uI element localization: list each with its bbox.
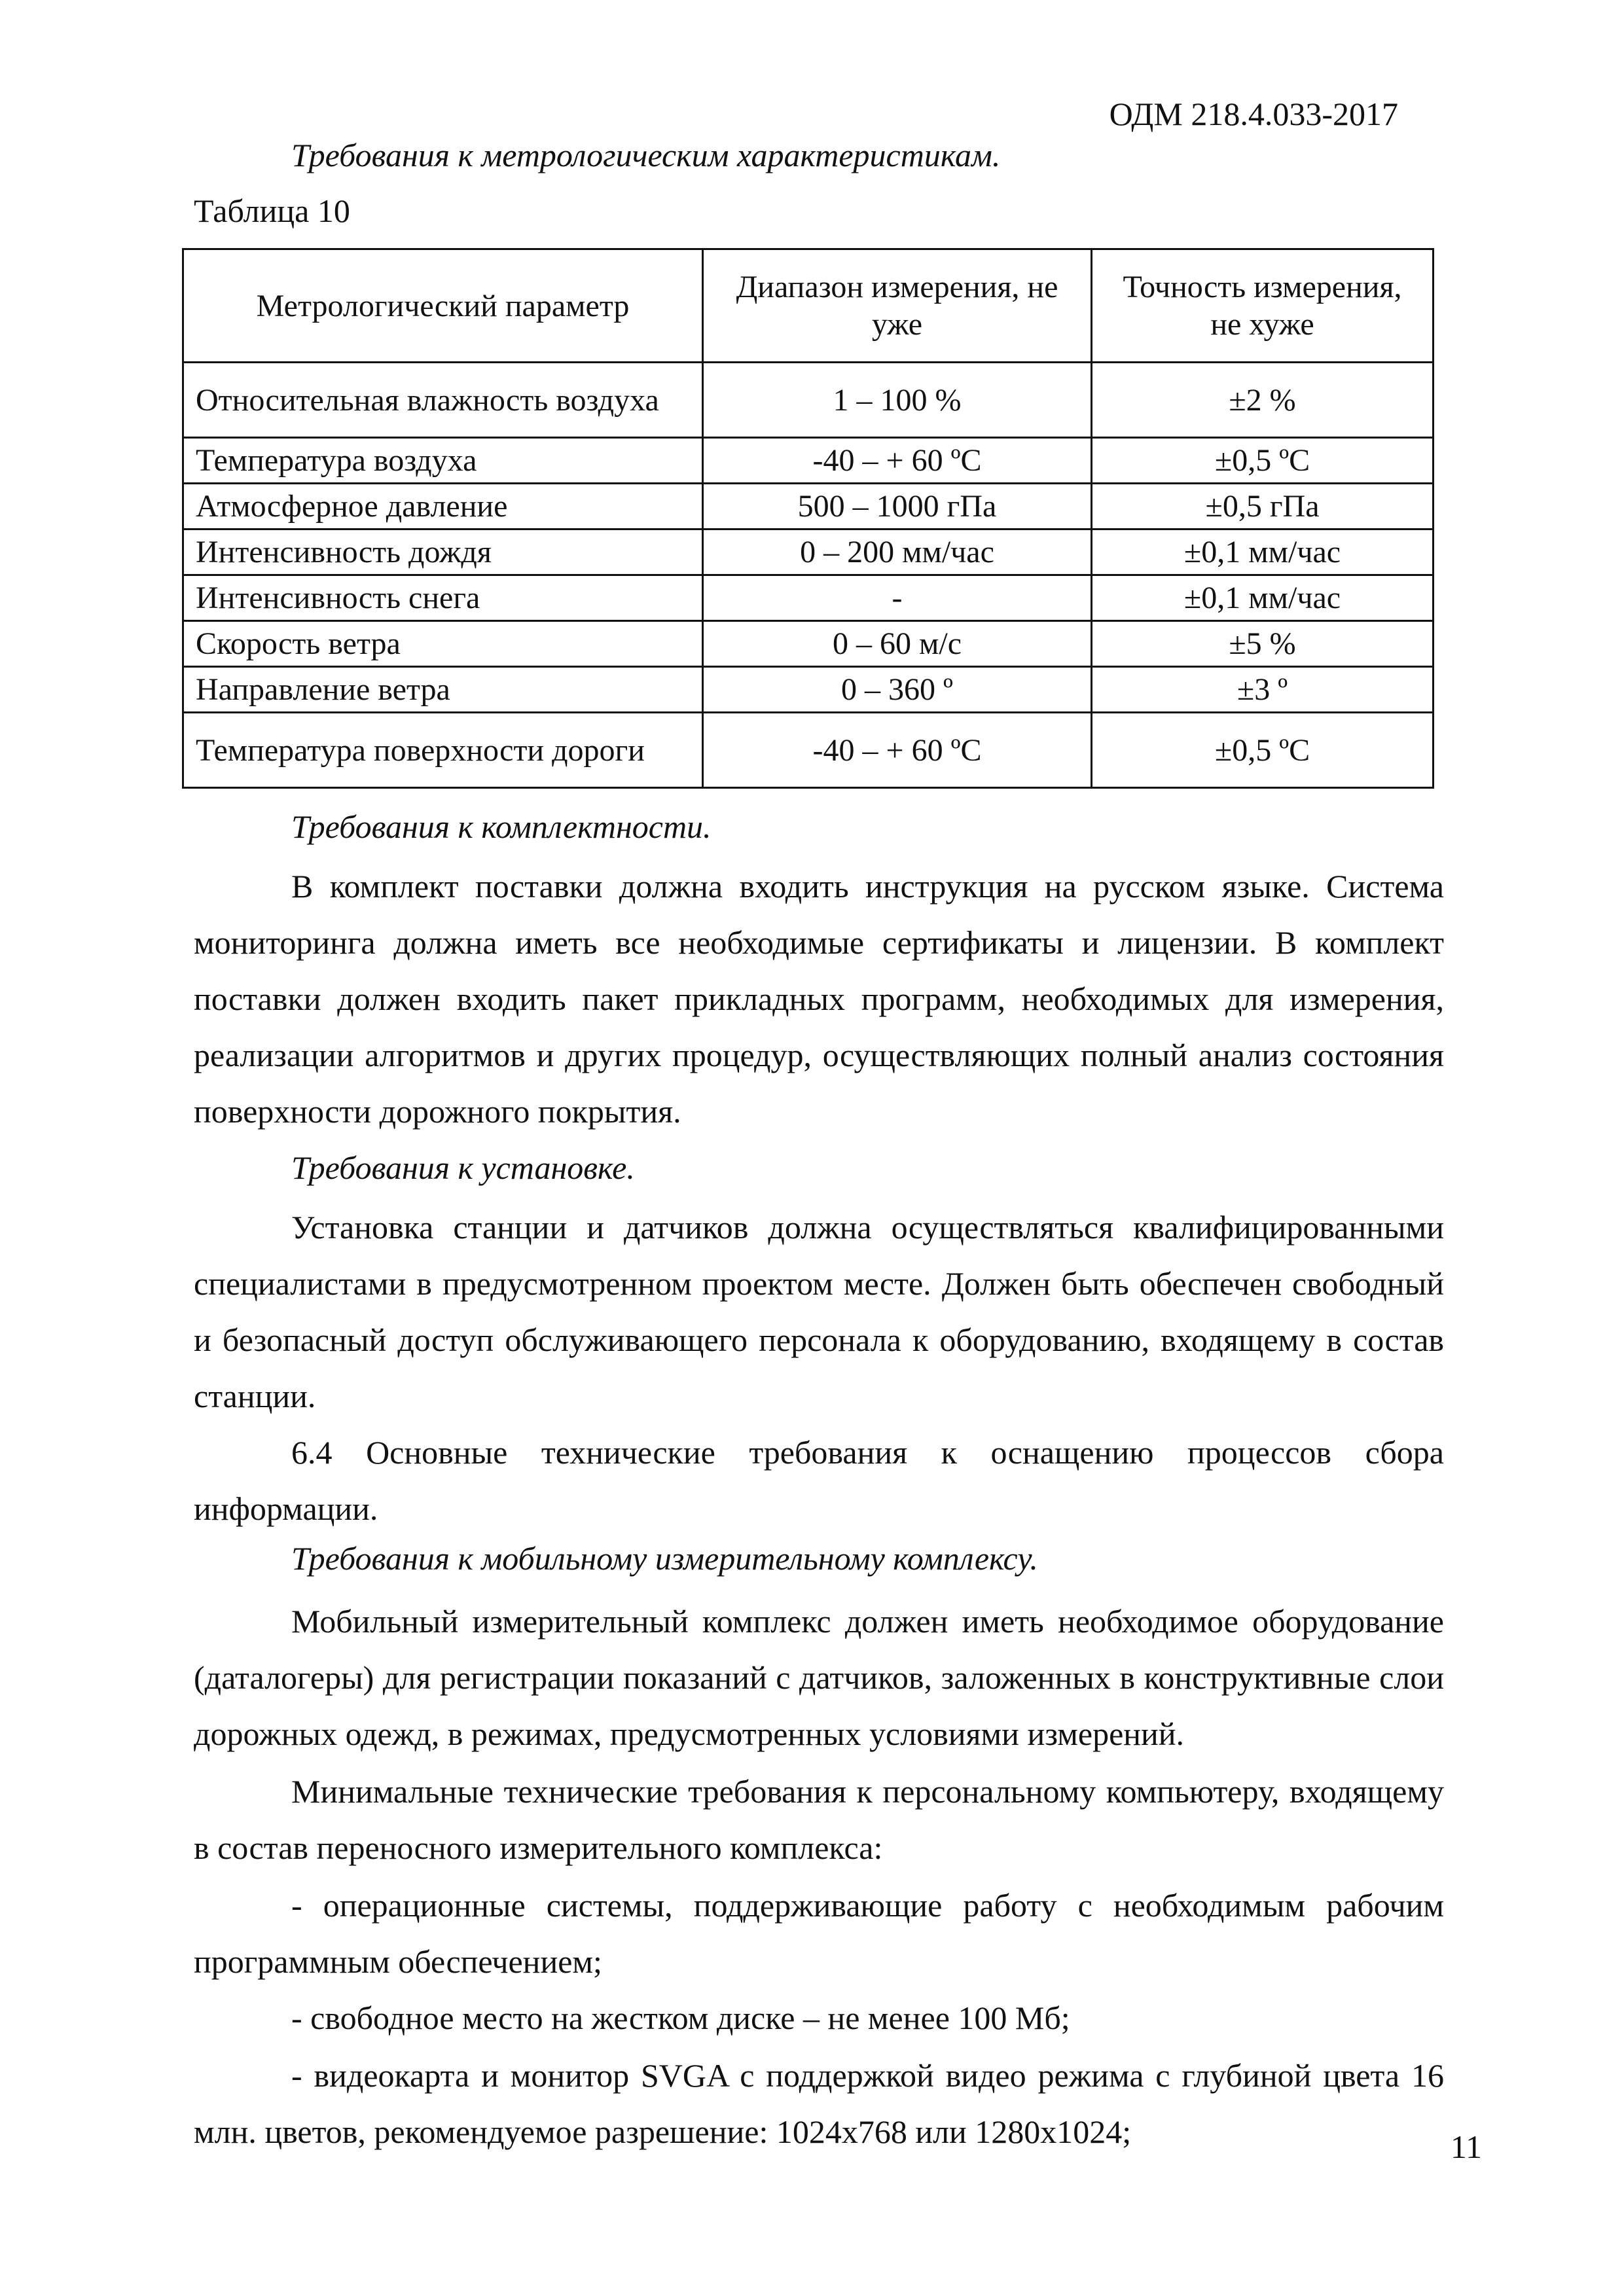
- table-row: [183, 438, 1434, 484]
- accuracy-cell: ±5 %: [1092, 621, 1434, 667]
- list-item: - видеокарта и монитор SVGA с поддержкой видео режима с глубиной цвета 16 млн. цветов, рекомендуемое разрешение: 1024х768 или 1280х1024;: [194, 2057, 1444, 2150]
- list-item: - операционные системы, поддерживающие работу с необходимым рабочим программным обеспечением;: [194, 1887, 1444, 1980]
- parameter-cell: Скорость ветра: [183, 621, 703, 667]
- range-cell: -40 – + 60 ºС: [703, 713, 1092, 788]
- page-number: 11: [1450, 2128, 1482, 2165]
- range-cell: 0 – 60 м/с: [703, 621, 1092, 667]
- mobile-paragraph-1: Мобильный измерительный комплекс должен иметь необходимое оборудование (даталогеры) для регистрации показаний с датчиков, заложенных в конструктивные слои дорожных одежд, в режимах, предусмотренных условиями измерений.: [194, 1603, 1444, 1752]
- accuracy-cell: ±0,5 ºС: [1092, 438, 1434, 484]
- range-cell: 0 – 360 º: [703, 667, 1092, 713]
- parameter-cell: Температура воздуха: [183, 438, 703, 484]
- parameter-cell: Относительная влажность воздуха: [183, 363, 703, 438]
- accuracy-cell: ±2 %: [1092, 363, 1434, 438]
- parameter-cell: Атмосферное давление: [183, 484, 703, 529]
- table-row: [183, 621, 1434, 667]
- accuracy-cell: ±0,1 мм/час: [1092, 575, 1434, 621]
- range-cell: 0 – 200 мм/час: [703, 529, 1092, 575]
- section-6-4-paragraph: 6.4 Основные технические требования к оснащению процессов сбора информации.: [194, 1434, 1444, 1527]
- parameter-cell: Интенсивность дождя: [183, 529, 703, 575]
- range-cell: -: [703, 575, 1092, 621]
- mobile-complex-heading: Требования к мобильному измерительному комплексу.: [291, 1540, 1038, 1577]
- installation-paragraph: Установка станции и датчиков должна осуществляться квалифицированными специалистами в предусмотренном проектом месте. Должен быть обеспечен свободный и безопасный доступ обслуживающего персонала к оборудованию, входящему в состав станции.: [194, 1209, 1444, 1414]
- column-header-accuracy: Точность измерения, не хуже: [1092, 249, 1434, 363]
- metrology-table: [182, 248, 1434, 789]
- metrology-heading: Требования к метрологическим характеристикам.: [291, 137, 1001, 173]
- accuracy-cell: ±3 º: [1092, 667, 1434, 713]
- column-header-parameter: Метрологический параметр: [183, 249, 703, 363]
- completeness-paragraph: В комплект поставки должна входить инструкция на русском языке. Система мониторинга должна иметь все необходимые сертификаты и лицензии. В комплект поставки должен входить пакет прикладных программ, необходимых для измерения, реализации алгоритмов и других процедур, осуществляющих полный анализ состояния поверхности дорожного покрытия.: [194, 868, 1444, 1130]
- table-row: [183, 667, 1434, 713]
- accuracy-cell: ±0,1 мм/час: [1092, 529, 1434, 575]
- parameter-cell: Направление ветра: [183, 667, 703, 713]
- table-caption: Таблица 10: [194, 192, 350, 229]
- table-row: [183, 363, 1434, 438]
- column-header-range: Диапазон измерения, не уже: [703, 249, 1092, 363]
- parameter-cell: Интенсивность снега: [183, 575, 703, 621]
- parameter-cell: Температура поверхности дороги: [183, 713, 703, 788]
- accuracy-cell: ±0,5 гПа: [1092, 484, 1434, 529]
- table-header-row: [183, 249, 1434, 363]
- range-cell: 500 – 1000 гПа: [703, 484, 1092, 529]
- completeness-heading: Требования к комплектности.: [291, 808, 712, 845]
- range-cell: -40 – + 60 ºС: [703, 438, 1092, 484]
- range-cell: 1 – 100 %: [703, 363, 1092, 438]
- mobile-paragraph-2: Минимальные технические требования к персональному компьютеру, входящему в состав переносного измерительного комплекса:: [194, 1773, 1444, 1866]
- installation-heading: Требования к установке.: [291, 1149, 635, 1186]
- table-row: [183, 484, 1434, 529]
- table-row: [183, 529, 1434, 575]
- accuracy-cell: ±0,5 ºС: [1092, 713, 1434, 788]
- document-code: ОДМ 218.4.033-2017: [1109, 96, 1398, 132]
- table-row: [183, 713, 1434, 788]
- table-row: [183, 575, 1434, 621]
- list-item: - свободное место на жестком диске – не менее 100 Мб;: [291, 2000, 1070, 2036]
